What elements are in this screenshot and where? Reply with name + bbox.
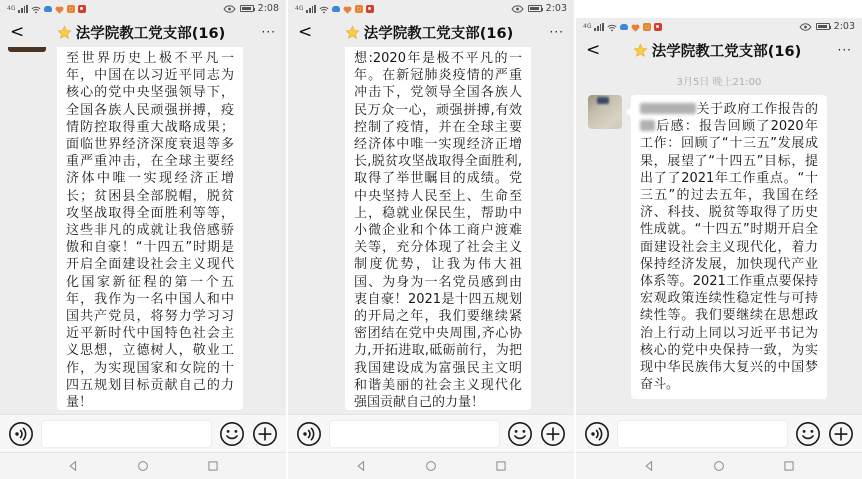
status-time: 2:03 — [833, 21, 855, 32]
back-button[interactable]: < — [10, 21, 25, 42]
android-recents-button[interactable] — [206, 459, 220, 473]
voice-input-button[interactable] — [584, 421, 610, 447]
android-home-button[interactable] — [424, 459, 438, 473]
cloud-notification-icon — [332, 6, 340, 12]
status-bar — [288, 0, 574, 17]
attach-plus-button[interactable] — [252, 421, 278, 447]
heart-notification-icon — [343, 0, 352, 18]
app-notification-icon — [355, 5, 363, 13]
app-notification-icon — [67, 5, 75, 13]
chat-title: 法学院教工党支部(16) — [363, 25, 514, 42]
wechat-screenshot-1 — [0, 0, 286, 479]
message-input[interactable] — [617, 420, 788, 448]
status-icons-left — [583, 18, 662, 36]
chat-header — [576, 35, 862, 65]
chat-title-group — [28, 22, 254, 43]
wechat-screenshot-2 — [288, 0, 574, 479]
battery-icon — [528, 5, 542, 12]
emoji-button[interactable] — [219, 421, 245, 447]
android-home-button[interactable] — [136, 459, 150, 473]
cloud-notification-icon — [620, 24, 628, 30]
message-input-bar — [0, 414, 286, 452]
status-icons-right — [223, 3, 279, 14]
alert-notification-icon — [78, 5, 86, 13]
wifi-icon — [31, 0, 41, 18]
attach-plus-button[interactable] — [540, 421, 566, 447]
alert-notification-icon — [366, 5, 374, 13]
message-text-rest: 后感：报告回顾了2020年工作：回顾了“十三五”发展成果，展望了“十四五”目标，提出了了2021年工作重点。“十三五”的过去五年，我国在经济、科技、脱贫等取得了历史性成就。“十四五”时期开启全面建设社会主义现代化，着力保持经济发展，加快现代产业体系等。2021工作重点要保持宏观政策连续性稳定性与可持续性等。我们要继续在思想政治上行动上同以习近平书记为核心的党中央保持一致，为实现中华民族伟大复兴的中国梦奋斗。 — [640, 119, 818, 393]
status-bar — [576, 18, 862, 35]
message-bubble — [345, 47, 531, 410]
chat-title-group — [316, 22, 542, 43]
redacted-character — [640, 120, 655, 131]
more-menu-button[interactable]: ··· — [549, 25, 564, 39]
chat-header — [0, 17, 286, 47]
android-recents-button[interactable] — [494, 459, 508, 473]
message-text-prefix: 关于政府工作报告的 — [696, 102, 818, 117]
star-icon — [345, 25, 360, 40]
message-bubble — [57, 47, 243, 410]
android-back-button[interactable] — [66, 459, 80, 473]
android-back-button[interactable] — [642, 459, 656, 473]
back-button[interactable]: < — [586, 39, 601, 60]
heart-notification-icon — [55, 0, 64, 18]
timestamp-label: 3月5日 晚上21:00 — [676, 77, 762, 88]
avatar-partial — [8, 47, 46, 52]
network-4g-label: 4G — [295, 4, 304, 12]
message-input[interactable] — [41, 420, 212, 448]
message-text — [640, 101, 818, 393]
message-input-bar — [288, 414, 574, 452]
signal-icon — [306, 5, 315, 13]
android-nav-bar — [576, 452, 862, 479]
cloud-notification-icon — [44, 6, 52, 12]
chat-area — [0, 47, 286, 414]
heart-notification-icon — [631, 18, 640, 36]
app-notification-icon — [643, 23, 651, 31]
message-input-bar — [576, 414, 862, 452]
status-icons-right — [511, 3, 567, 14]
chat-title: 法学院教工党支部(16) — [651, 43, 802, 60]
eye-protection-icon — [799, 23, 812, 31]
network-4g-label: 4G — [7, 4, 16, 12]
message-row — [576, 95, 862, 399]
status-icons-right — [799, 21, 855, 32]
chat-header — [288, 17, 574, 47]
wifi-icon — [607, 18, 617, 36]
wifi-icon — [319, 0, 329, 18]
redacted-sender-name — [640, 103, 696, 114]
star-icon — [633, 43, 648, 58]
star-icon — [57, 25, 72, 40]
voice-input-button[interactable] — [8, 421, 34, 447]
emoji-button[interactable] — [507, 421, 533, 447]
more-menu-button[interactable]: ··· — [837, 43, 852, 57]
back-button[interactable]: < — [298, 21, 313, 42]
more-menu-button[interactable]: ··· — [261, 25, 276, 39]
android-nav-bar — [0, 452, 286, 479]
chat-title-group — [604, 40, 830, 61]
chat-title: 法学院教工党支部(16) — [75, 25, 226, 42]
message-text: 至世界历史上极不平凡一年，中国在以习近平同志为核心的党中央坚强领导下，全国各族人民顽强拼搏，疫情防控取得重大战略成果；面临世界经济深度衰退等多重严重冲击，在全球主要经济体中唯一实现经济正增长；贫困县全部脱帽，脱贫攻坚战取得全面胜利等等，这些非凡的成就让我倍感骄傲和自豪！“十四五”时期是开启全面建设社会主义现代化国家新征程的第一个五年，我作为一名中国人和中国共产党员，将努力学习习近平新时代中国特色社会主义思想，立德树人，敬业工作，为实现国家和女院的十四五规划目标贡献自己的力量！ — [66, 51, 234, 410]
voice-input-button[interactable] — [296, 421, 322, 447]
battery-icon — [816, 23, 830, 30]
status-time: 2:08 — [257, 3, 279, 14]
wechat-screenshot-3-wrap — [576, 0, 862, 479]
status-bar — [0, 0, 286, 17]
sender-avatar[interactable] — [588, 95, 622, 129]
android-recents-button[interactable] — [782, 459, 796, 473]
signal-icon — [594, 23, 603, 31]
message-bubble — [631, 95, 827, 399]
alert-notification-icon — [654, 23, 662, 31]
signal-icon — [18, 5, 27, 13]
attach-plus-button[interactable] — [828, 421, 854, 447]
message-input[interactable] — [329, 420, 500, 448]
message-text: 想:2020年是极不平凡的一年。在新冠肺炎疫情的严重冲击下，党领导全国各族人民万众一心，顽强拼搏,有效控制了疫情，并在全球主要经济体中唯一实现经济正增长,脱贫攻坚战取得全面胜利,取得了举世瞩目的成绩。党中央坚持人民至上、生命至上，稳就业保民生，帮助中小微企业和个体工商户渡难关等，充分体现了社会主义制度优势，让我为伟大祖国、为身为一名党员感到由衷自豪！2021是十四五规划的开局之年，我们要继续紧密团结在党中央周围,齐心协力,开拓进取,砥砺前行，为把我国建设成为富强民主文明和谐美丽的社会主义现代化强国贡献自己的力量！ — [354, 51, 522, 410]
wechat-screenshot-3 — [576, 18, 862, 479]
status-icons-left — [295, 0, 374, 18]
chat-area — [288, 47, 574, 414]
android-home-button[interactable] — [712, 459, 726, 473]
android-nav-bar — [288, 452, 574, 479]
battery-icon — [240, 5, 254, 12]
network-4g-label: 4G — [583, 22, 592, 30]
emoji-button[interactable] — [795, 421, 821, 447]
chat-area — [576, 65, 862, 414]
eye-protection-icon — [511, 5, 524, 13]
status-icons-left — [7, 0, 86, 18]
eye-protection-icon — [223, 5, 236, 13]
android-back-button[interactable] — [354, 459, 368, 473]
status-time: 2:03 — [545, 3, 567, 14]
